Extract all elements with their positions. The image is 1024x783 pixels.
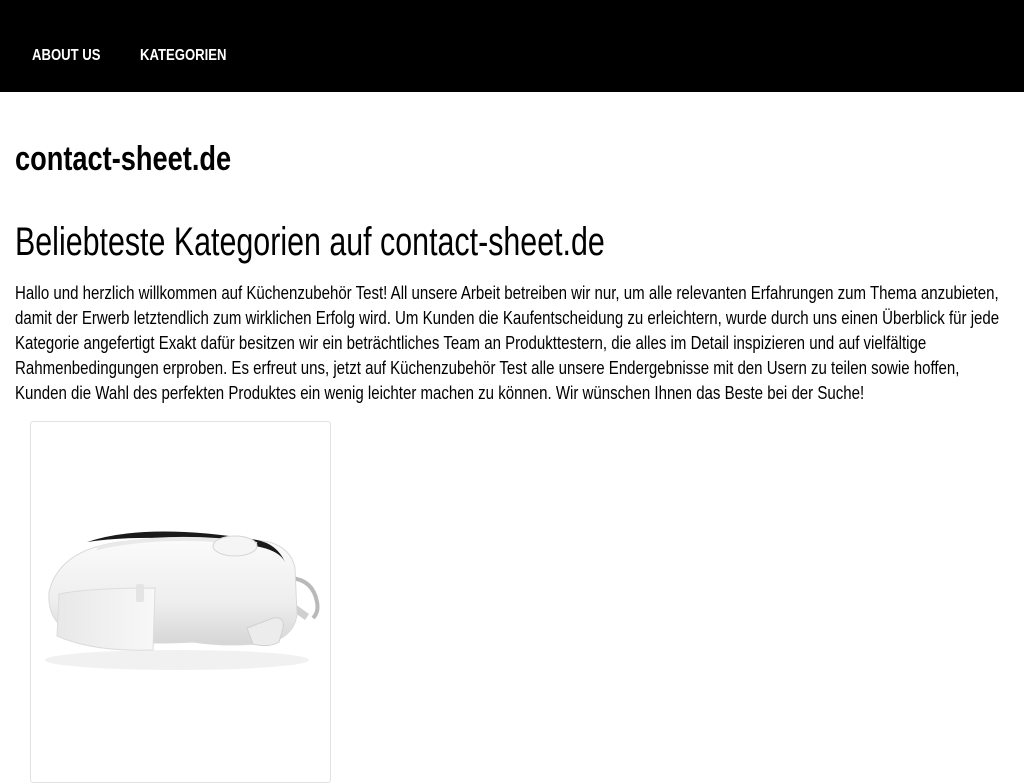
page-heading: Beliebteste Kategorien auf contact-sheet.de <box>15 220 605 264</box>
top-navigation-bar <box>0 0 1024 92</box>
can-opener-image[interactable] <box>37 518 322 688</box>
nav-item-kategorien[interactable]: KATEGORIEN <box>139 47 227 64</box>
site-title[interactable]: contact-sheet.de <box>15 140 232 178</box>
intro-paragraph: Hallo und herzlich willkommen auf Küchenzubehör Test! All unsere Arbeit betreiben wir nur, um alle relevanten Erfahrungen zum Thema anzubieten, damit der Erwerb letztendlich zum wirklichen Erfolg wird. Um Kunden die Kaufentscheidung zu erleichtern, wurde durch uns einen Überblick für jede Kategorie angefertigt Exakt dafür besitzen wir ein beträchtliches Team an Produkttestern, die alles im Detail inspizieren und auf vielfältige Rahmenbedingungen erproben. Es erfreut uns, jetzt auf Küchenzubehör Test alle unsere Endergebnisse mit den Usern zu teilen sowie hoffen, Kunden die Wahl des perfekten Produktes ein wenig leichter machen zu können. Wir wünschen Ihnen das Beste bei der Suche! <box>15 283 1000 403</box>
main-nav <box>32 45 245 67</box>
product-card[interactable] <box>30 421 331 783</box>
nav-item-about-us[interactable]: ABOUT US <box>32 47 101 64</box>
